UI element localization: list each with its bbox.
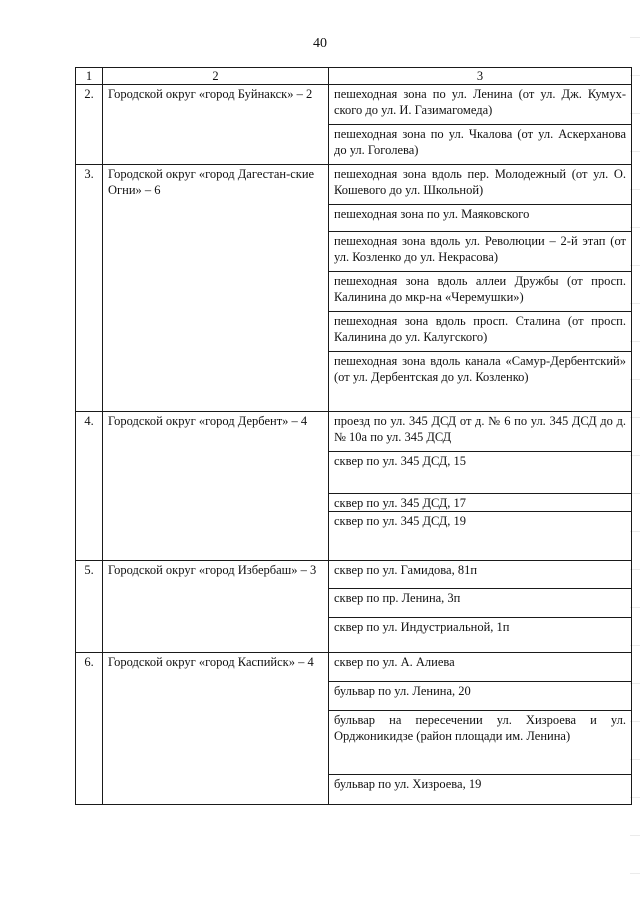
- page-number: 40: [313, 36, 327, 51]
- object-cell: сквер по ул. Индустриальной, 1п: [329, 618, 632, 653]
- object-cell: бульвар по ул. Хизроева, 19: [329, 775, 632, 805]
- table-header-row: [76, 68, 632, 85]
- table-row: [76, 653, 632, 682]
- object-cell: пешеходная зона по ул. Ленина (от ул. Дж. Кумух-ского до ул. И. Газимагомеда): [329, 85, 632, 125]
- object-cell: сквер по пр. Ленина, 3п: [329, 589, 632, 618]
- object-cell: бульвар по ул. Ленина, 20: [329, 682, 632, 711]
- municipality-name: Городской округ «город Избербаш» – 3: [103, 561, 329, 653]
- object-cell: бульвар на пересечении ул. Хизроева и ул. Орджоникидзе (район площади им. Ленина): [329, 711, 632, 775]
- table-row: [76, 561, 632, 589]
- object-cell: сквер по ул. Гамидова, 81п: [329, 561, 632, 589]
- row-number: 5.: [76, 561, 103, 653]
- row-number: 4.: [76, 412, 103, 561]
- object-cell: пешеходная зона по ул. Маяковского: [329, 205, 632, 232]
- table-row: [76, 85, 632, 125]
- table-row: [76, 165, 632, 205]
- header-col-3: 3: [329, 68, 632, 85]
- object-cell: проезд по ул. 345 ДСД от д. № 6 по ул. 345 ДСД до д. № 10а по ул. 345 ДСД: [329, 412, 632, 452]
- row-number: 6.: [76, 653, 103, 805]
- header-col-2: 2: [103, 68, 329, 85]
- municipality-name: Городской округ «город Дербент» – 4: [103, 412, 329, 561]
- municipality-name: Городской округ «город Буйнакск» – 2: [103, 85, 329, 165]
- object-cell: пешеходная зона вдоль ул. Революции – 2-й этап (от ул. Козленко до ул. Некрасова): [329, 232, 632, 272]
- object-cell: пешеходная зона вдоль просп. Сталина (от просп. Калинина до ул. Калугского): [329, 312, 632, 352]
- row-number: 3.: [76, 165, 103, 412]
- object-cell: сквер по ул. А. Алиева: [329, 653, 632, 682]
- object-cell: пешеходная зона вдоль канала «Самур-Дербентский» (от ул. Дербентская до ул. Козленко): [329, 352, 632, 412]
- municipality-name: Городской округ «город Дагестан-ские Огни» – 6: [103, 165, 329, 412]
- object-cell: сквер по ул. 345 ДСД, 15: [329, 452, 632, 494]
- object-cell: сквер по ул. 345 ДСД, 17: [329, 494, 632, 512]
- objects-table: [75, 67, 632, 805]
- object-cell: сквер по ул. 345 ДСД, 19: [329, 512, 632, 561]
- object-cell: пешеходная зона вдоль пер. Молодежный (от ул. О. Кошевого до ул. Школьной): [329, 165, 632, 205]
- municipality-name: Городской округ «город Каспийск» – 4: [103, 653, 329, 805]
- scan-edge-noise: [630, 0, 640, 910]
- table-row: [76, 412, 632, 452]
- header-col-1: 1: [76, 68, 103, 85]
- row-number: 2.: [76, 85, 103, 165]
- object-cell: пешеходная зона вдоль аллеи Дружбы (от просп. Калинина до мкр-на «Черемушки»): [329, 272, 632, 312]
- object-cell: пешеходная зона по ул. Чкалова (от ул. Аскерханова до ул. Гоголева): [329, 125, 632, 165]
